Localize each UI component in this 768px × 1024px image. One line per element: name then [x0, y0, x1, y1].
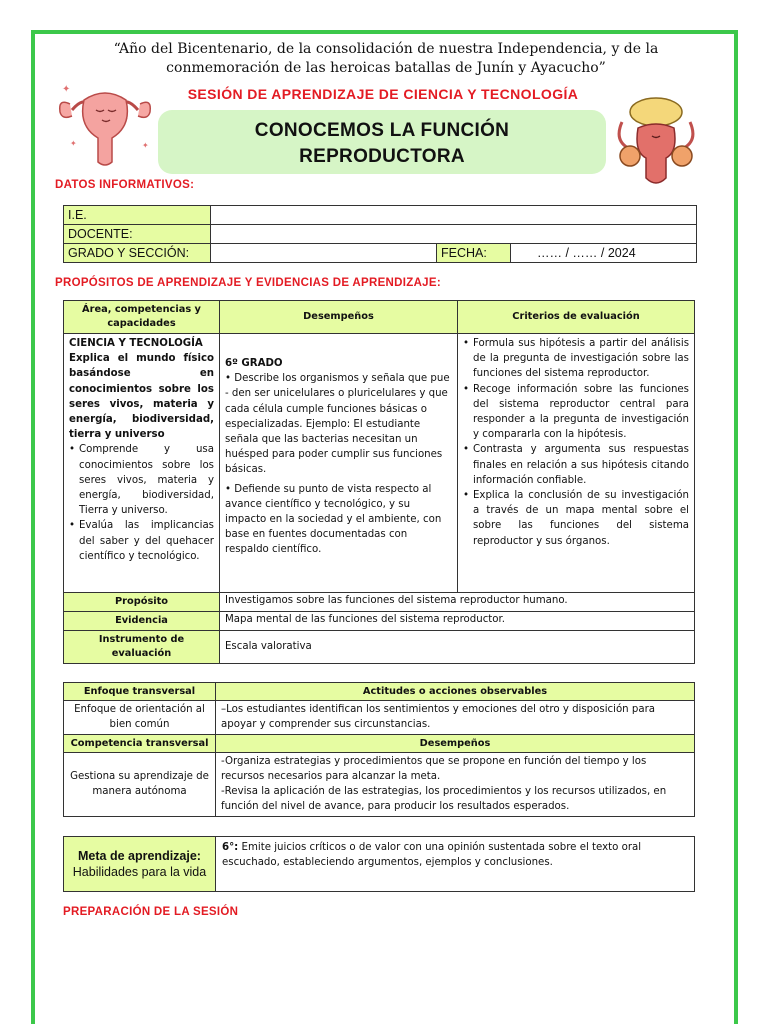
bicentennial-quote: “Año del Bicentenario, de la consolidación de nuestra Independencia, y de la conmemoración de las heroicas batallas de Junín y Ayacucho” — [113, 41, 659, 76]
competencias-table — [63, 300, 695, 664]
desempeno-transversal-item: -Revisa la aplicación de las estrategias, los procedimientos y los recursos utilizados, en función del nivel de avance, para producir los resultados esperados. — [221, 786, 667, 813]
fecha-label: FECHA: — [437, 244, 511, 263]
grado-text: 6º GRADO — [225, 358, 283, 369]
desempenos-transversal-header: Desempeños — [216, 734, 695, 752]
enfoque-value: Enfoque de orientación al bien común — [64, 701, 216, 734]
male-reproductive-illustration-icon — [608, 92, 704, 192]
area-cell — [64, 334, 220, 593]
meta-label: Meta de aprendizaje: — [78, 849, 201, 863]
col-desempenos-header: Desempeños — [220, 301, 458, 334]
capacidades-list — [69, 442, 214, 564]
fecha-field[interactable]: …… / …… / 2024 — [511, 244, 697, 263]
instrumento-label: Instrumento de evaluación — [64, 631, 220, 664]
uterus-illustration-icon — [50, 76, 160, 170]
evidencia-label: Evidencia — [64, 612, 220, 631]
preparacion-heading: PREPARACIÓN DE LA SESIÓN — [63, 906, 239, 918]
desempenos-cell — [220, 334, 458, 593]
grado-field[interactable] — [211, 244, 437, 263]
competencia-text: Explica el mundo físico basándose en conocimientos sobre los seres vivos, materia y energía, biodiversidad, tierra y universo — [69, 353, 214, 441]
desempenos-transversal-cell — [216, 752, 695, 816]
info-table — [63, 205, 697, 263]
actitudes-value: –Los estudiantes identifican los sentimientos y emociones del otro y disposición para apoyar y comprender sus circunstancias. — [216, 701, 695, 734]
criterio-item: • Formula sus hipótesis a partir del análisis de la pregunta de investigación sobre las funciones del sistema reproductor. — [463, 336, 689, 382]
col-criterios-header: Criterios de evaluación — [458, 301, 695, 334]
desempeno-transversal-item: -Organiza estrategias y procedimientos que se propone en función del tiempo y los recursos necesarios para alcanzar la meta. — [221, 755, 647, 783]
instrumento-value: Escala valorativa — [220, 631, 695, 664]
datos-heading: DATOS INFORMATIVOS: — [55, 179, 195, 191]
transversal-table — [63, 682, 695, 817]
criterios-cell — [458, 334, 695, 593]
docente-label: DOCENTE: — [64, 225, 211, 244]
session-title: SESIÓN DE APRENDIZAJE DE CIENCIA Y TECNOLOGÍA — [187, 86, 579, 102]
main-title-box — [158, 110, 606, 174]
competencia-transversal-header: Competencia transversal — [64, 734, 216, 752]
main-title-line2: REPRODUCTORA — [299, 146, 465, 167]
svg-text:✦: ✦ — [70, 139, 77, 148]
enfoque-header: Enfoque transversal — [64, 683, 216, 701]
desempeno-item: • Describe los organismos y señala que pue - den ser unicelulares o pluricelulares y que cada célula cumple funciones básicas o especializadas. Ejemplo: El estudiante señala que las bacterias necesitan un huésped para poder cumplir sus funciones básicas. — [225, 373, 450, 476]
main-title-line1: CONOCEMOS LA FUNCIÓN — [254, 120, 510, 141]
meta-value-cell — [216, 837, 695, 892]
criterio-item: • Explica la conclusión de su investigación a través de un mapa mental sobre el sobre las funciones del sistema reproductor y sus órganos. — [463, 488, 689, 549]
desempeno-item: • Defiende su punto de vista respecto al avance científico y tecnológico, y su impacto en la sociedad y el ambiente, con base en fuentes documentadas con respaldo científico. — [225, 483, 442, 556]
competencia-transversal-value: Gestiona su aprendizaje de manera autónoma — [64, 752, 216, 816]
ie-label: I.E. — [64, 206, 211, 225]
meta-table — [63, 836, 695, 892]
meta-value: Emite juicios críticos o de valor con una opinión sustentada sobre el texto oral escuchado, estableciendo argumentos, ejemplos y conclusiones. — [222, 842, 642, 868]
criterio-item: • Contrasta y argumenta sus respuestas finales en relación a sus hipótesis citando información confiable. — [463, 442, 689, 488]
proposito-label: Propósito — [64, 593, 220, 612]
col-area-header: Área, competencias y capacidades — [64, 301, 220, 334]
area-title: CIENCIA Y TECNOLOGÍA — [69, 338, 203, 349]
capacidad-item: • Evalúa las implicancias del saber y del quehacer científico y tecnológico. — [69, 518, 214, 564]
ie-field[interactable] — [211, 206, 697, 225]
propositos-heading: PROPÓSITOS DE APRENDIZAJE Y EVIDENCIAS DE APRENDIZAJE: — [55, 277, 441, 289]
proposito-value: Investigamos sobre las funciones del sistema reproductor humano. — [220, 593, 695, 612]
grado-label: GRADO Y SECCIÓN: — [64, 244, 211, 263]
docente-field[interactable] — [211, 225, 697, 244]
evidencia-value: Mapa mental de las funciones del sistema reproductor. — [220, 612, 695, 631]
actitudes-header: Actitudes o acciones observables — [216, 683, 695, 701]
capacidad-item: • Comprende y usa conocimientos sobre los seres vivos, materia y energía, biodiversidad, Tierra y universo. — [69, 442, 214, 518]
criterio-item: • Recoge información sobre las funciones del sistema reproductor central para responder a la pregunta de investigación y compararla con la hipótesis. — [463, 382, 689, 443]
meta-sublabel: Habilidades para la vida — [72, 865, 207, 879]
svg-text:✦: ✦ — [62, 84, 71, 95]
criterios-list — [463, 336, 689, 549]
svg-text:✦: ✦ — [142, 141, 149, 150]
meta-label-cell — [64, 837, 216, 892]
meta-grade: 6°: — [222, 842, 239, 853]
